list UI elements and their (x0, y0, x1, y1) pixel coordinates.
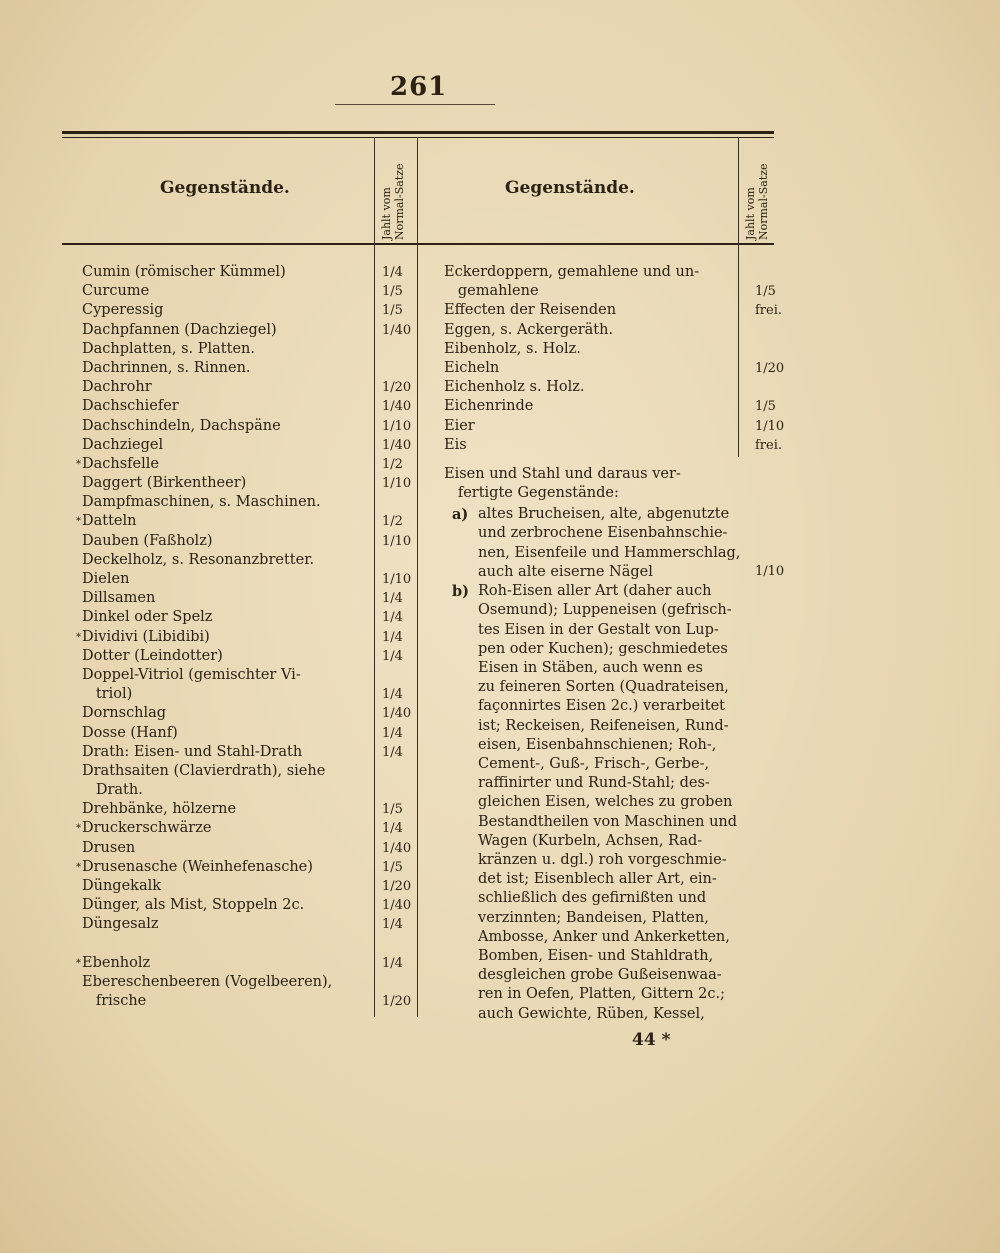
entry-rate: 1/4 (382, 687, 403, 703)
entry-text: frische (82, 993, 147, 1010)
entry-text: Dornschlag (82, 705, 167, 722)
iron-b-line: Bestandtheilen von Maschinen und (478, 813, 738, 830)
list-item (82, 781, 412, 800)
entry-rate: frei. (755, 437, 783, 453)
entry-text: Ebenholz (82, 954, 151, 971)
entry-text: Curcume (82, 283, 150, 300)
entry-text: Cyperessig (82, 302, 164, 319)
list-item (82, 608, 412, 627)
list-item (444, 263, 784, 282)
entry-text: Düngekalk (82, 878, 162, 894)
list-item (82, 359, 412, 378)
iron-b-line: Wagen (Kurbeln, Achsen, Rad- (478, 832, 703, 849)
entry-text: Düngesalz (82, 916, 159, 933)
left-entries (76, 263, 412, 1011)
list-item (82, 263, 412, 282)
list-item (76, 628, 412, 647)
list-item (82, 762, 412, 781)
iron-b-line: eisen, Eisenbahnschienen; Roh-, (478, 736, 717, 753)
asterisk-mark: * (76, 516, 81, 528)
list-item (82, 973, 412, 992)
entry-text: Drehbänke, hölzerne (82, 801, 237, 818)
entry-text: Drusen (82, 839, 136, 856)
entry-rate: 1/2 (382, 514, 403, 530)
list-item (82, 397, 412, 416)
entry-text: Dachrinnen, s. Rinnen. (82, 359, 251, 376)
list-item (82, 666, 412, 685)
entry-rate: 1/10 (755, 418, 785, 434)
entry-rate: 1/4 (382, 591, 403, 607)
entry-text: Druckerschwärze (82, 820, 212, 837)
list-item (82, 474, 412, 493)
list-item (82, 436, 412, 455)
iron-section-a (444, 505, 784, 582)
entry-text: Dachschiefer (82, 398, 179, 415)
entry-rate: 1/40 (382, 437, 412, 453)
entry-rate: 1/5 (382, 303, 403, 319)
table-top-rule (62, 131, 774, 134)
iron-b-line: ren in Oefen, Platten, Gittern 2c.; (478, 986, 726, 1003)
list-item (76, 819, 412, 838)
entry-rate: 1/40 (382, 706, 412, 722)
list-item (444, 359, 784, 378)
list-item (76, 455, 412, 474)
entry-text: Dillsamen (82, 590, 156, 607)
entry-text: Drath. (82, 782, 143, 799)
right-entries (444, 263, 784, 1024)
entry-rate: 1/4 (382, 610, 403, 626)
header-left-rate-label: Jahlt vom Normal-Satze (380, 163, 406, 240)
iron-b-line: façonnirtes Eisen 2c.) verarbeitet (478, 698, 725, 715)
entry-rate: 1/4 (382, 648, 403, 664)
entry-text: Eggen, s. Ackergeräth. (444, 321, 614, 338)
entry-rate: 1/4 (382, 917, 403, 933)
list-item (82, 839, 412, 858)
iron-heading-line-1: Eisen und Stahl und daraus ver- (444, 465, 681, 482)
entry-text: Dividivi (Libidibi) (82, 628, 210, 645)
entry-rate: 1/40 (382, 898, 412, 914)
entry-rate: 1/10 (382, 572, 412, 587)
list-item (444, 417, 784, 436)
entry-rate: 1/20 (755, 360, 785, 376)
entry-rate: 1/2 (382, 456, 403, 472)
entry-rate: 1/4 (382, 629, 403, 645)
list-item (82, 417, 412, 436)
entry-rate: 1/4 (382, 725, 403, 741)
entry-text: Dünger, als Mist, Stoppeln 2c. (82, 897, 305, 914)
entry-text: Daggert (Birkentheer) (82, 475, 247, 492)
list-item (82, 551, 412, 570)
list-item (444, 301, 784, 320)
list-item (76, 858, 412, 877)
asterisk-mark: * (76, 631, 81, 643)
entry-text: Dampfmaschinen, s. Maschinen. (82, 494, 321, 511)
list-item (82, 992, 412, 1011)
header-right-label: Gegenstände. (505, 178, 635, 198)
list-item (82, 704, 412, 723)
entry-text: Eichenholz s. Holz. (444, 379, 585, 396)
entry-text: Eier (444, 417, 475, 434)
entry-text: Dachziegel (82, 436, 164, 453)
entry-text: gemahlene (444, 283, 539, 300)
entry-text: Dielen (82, 571, 130, 587)
iron-b-line: kränzen u. dgl.) roh vorgeschmie- (478, 851, 727, 868)
entry-text: Dinkel oder Spelz (82, 609, 213, 626)
entry-rate: 1/20 (382, 879, 412, 894)
list-item (444, 397, 784, 416)
entry-rate: 1/4 (382, 744, 403, 760)
list-item (82, 340, 412, 359)
iron-b-line: gleichen Eisen, welches zu groben (478, 794, 733, 811)
table-top-rule-thin (62, 137, 774, 138)
page-number-rule (335, 104, 495, 105)
list-item (82, 282, 412, 301)
list-item (82, 724, 412, 743)
iron-section-b (444, 582, 784, 1024)
column-divider-middle (417, 137, 418, 1017)
entry-text: Eichenrinde (444, 398, 534, 415)
list-item (82, 570, 412, 589)
entry-rate: 1/40 (382, 322, 412, 338)
list-item (82, 321, 412, 340)
entry-text: Dauben (Faßholz) (82, 532, 213, 549)
list-item (444, 321, 784, 340)
entry-rate: 1/5 (382, 859, 403, 875)
list-item (82, 877, 412, 896)
iron-b-line: verzinnten; Bandeisen, Platten, (478, 909, 709, 926)
list-item (444, 282, 784, 301)
signature-mark: 44 * (632, 1030, 671, 1050)
list-item (82, 800, 412, 819)
iron-b-line: ist; Reckeisen, Reifeneisen, Rund- (478, 717, 729, 734)
entry-rate: 1/40 (382, 399, 412, 415)
list-item (82, 589, 412, 608)
header-left-label: Gegenstände. (160, 178, 290, 198)
asterisk-mark: * (76, 458, 81, 470)
entry-rate: 1/5 (755, 399, 776, 415)
entry-text: Eckerdoppern, gemahlene und un- (444, 264, 700, 280)
list-item (82, 532, 412, 551)
entry-text: Eis (444, 436, 467, 453)
iron-heading-line-2: fertigte Gegenstände: (444, 485, 619, 502)
iron-b-line: Cement-, Guß-, Frisch-, Gerbe-, (478, 755, 710, 772)
asterisk-mark: * (76, 861, 81, 873)
entry-rate: 1/4 (382, 265, 403, 280)
iron-a-line: altes Brucheisen, alte, abgenutzte (478, 506, 730, 523)
list-item (82, 378, 412, 397)
header-right-rate-label: Jahlt vom Normal-Satze (744, 163, 770, 240)
iron-heading (444, 465, 784, 503)
iron-a-line: und zerbrochene Eisenbahnschie- (478, 525, 728, 542)
entry-rate: frei. (755, 303, 783, 319)
list-item (444, 378, 784, 397)
list-item (444, 340, 784, 359)
iron-b-line: zu feineren Sorten (Quadrateisen, (478, 679, 729, 696)
entry-text: Dachplatten, s. Platten. (82, 340, 255, 357)
entry-text: Deckelholz, s. Resonanzbretter. (82, 551, 315, 568)
entry-rate: 1/5 (382, 802, 403, 818)
entry-text: Dotter (Leindotter) (82, 647, 223, 664)
iron-b-line: raffinirter und Rund-Stahl; des- (478, 775, 710, 792)
iron-a-line: auch alte eiserne Nägel (478, 563, 653, 580)
iron-b-line: Eisen in Stäben, auch wenn es (478, 659, 703, 676)
entry-text: Dachpfannen (Dachziegel) (82, 321, 277, 338)
iron-b-line: auch Gewichte, Rüben, Kessel, (478, 1005, 705, 1022)
iron-b-line: Osemund); Luppeneisen (gefrisch- (478, 602, 732, 619)
list-item (82, 935, 412, 954)
asterisk-mark: * (76, 957, 81, 969)
iron-a-line: nen, Eisenfeile und Hammerschlag, (478, 544, 741, 561)
entry-text: Eibenholz, s. Holz. (444, 340, 581, 357)
entry-rate: 1/4 (382, 821, 403, 837)
entry-text: Drathsaiten (Clavierdrath), siehe (82, 762, 326, 779)
entry-text: Effecten der Reisenden (444, 302, 617, 319)
iron-b-line: desgleichen grobe Gußeisenwaa- (478, 967, 722, 984)
entry-rate: 1/5 (755, 284, 776, 300)
entry-rate: 1/20 (382, 994, 412, 1010)
entry-text: Dachschindeln, Dachspäne (82, 417, 281, 434)
entry-rate: 1/10 (382, 476, 412, 492)
list-item (82, 493, 412, 512)
entry-text: Drusenasche (Weinhefenasche) (82, 858, 313, 875)
iron-b-label: b) (452, 583, 469, 601)
entry-text: Dachsfelle (82, 455, 159, 472)
iron-b-line: Bomben, Eisen- und Stahldrath, (478, 947, 714, 964)
list-item (82, 647, 412, 666)
iron-a-label: a) (452, 506, 469, 524)
entry-rate: 1/10 (382, 418, 412, 434)
iron-b-line: Roh-Eisen aller Art (daher auch (478, 583, 712, 600)
entry-text: triol) (82, 686, 133, 703)
list-item (82, 685, 412, 704)
entry-text: Ebereschenbeeren (Vogelbeeren), (82, 973, 333, 990)
list-item (444, 436, 784, 455)
entry-text: Dachrohr (82, 379, 152, 396)
iron-b-line: det ist; Eisenblech aller Art, ein- (478, 871, 717, 888)
iron-b-line: schließlich des gefirnißten und (478, 890, 707, 907)
list-item (76, 512, 412, 531)
list-item (82, 896, 412, 915)
list-item (82, 301, 412, 320)
list-item (76, 954, 412, 973)
entry-rate: 1/5 (382, 284, 403, 300)
entry-rate: 1/40 (382, 840, 412, 856)
entry-text: Eicheln (444, 359, 500, 376)
entry-text: Datteln (82, 513, 137, 530)
asterisk-mark: * (76, 823, 81, 835)
list-item (82, 915, 412, 934)
entry-rate: 1/4 (382, 955, 403, 971)
iron-b-line: tes Eisen in der Gestalt von Lup- (478, 621, 719, 638)
entry-rate: 1/10 (382, 533, 412, 549)
iron-b-line: pen oder Kuchen); geschmiedetes (478, 640, 728, 657)
iron-b-line: Ambosse, Anker und Ankerketten, (478, 928, 730, 945)
entry-text: Drath: Eisen- und Stahl-Drath (82, 743, 303, 760)
page-number: 261 (390, 72, 448, 102)
list-item (82, 743, 412, 762)
table-header-rule (62, 243, 774, 245)
entry-text: Dosse (Hanf) (82, 724, 178, 741)
iron-a-value: 1/10 (755, 564, 785, 580)
entry-text: Doppel-Vitriol (gemischter Vi- (82, 666, 301, 683)
entry-rate: 1/20 (382, 380, 412, 396)
entry-text: Cumin (römischer Kümmel) (82, 264, 286, 280)
